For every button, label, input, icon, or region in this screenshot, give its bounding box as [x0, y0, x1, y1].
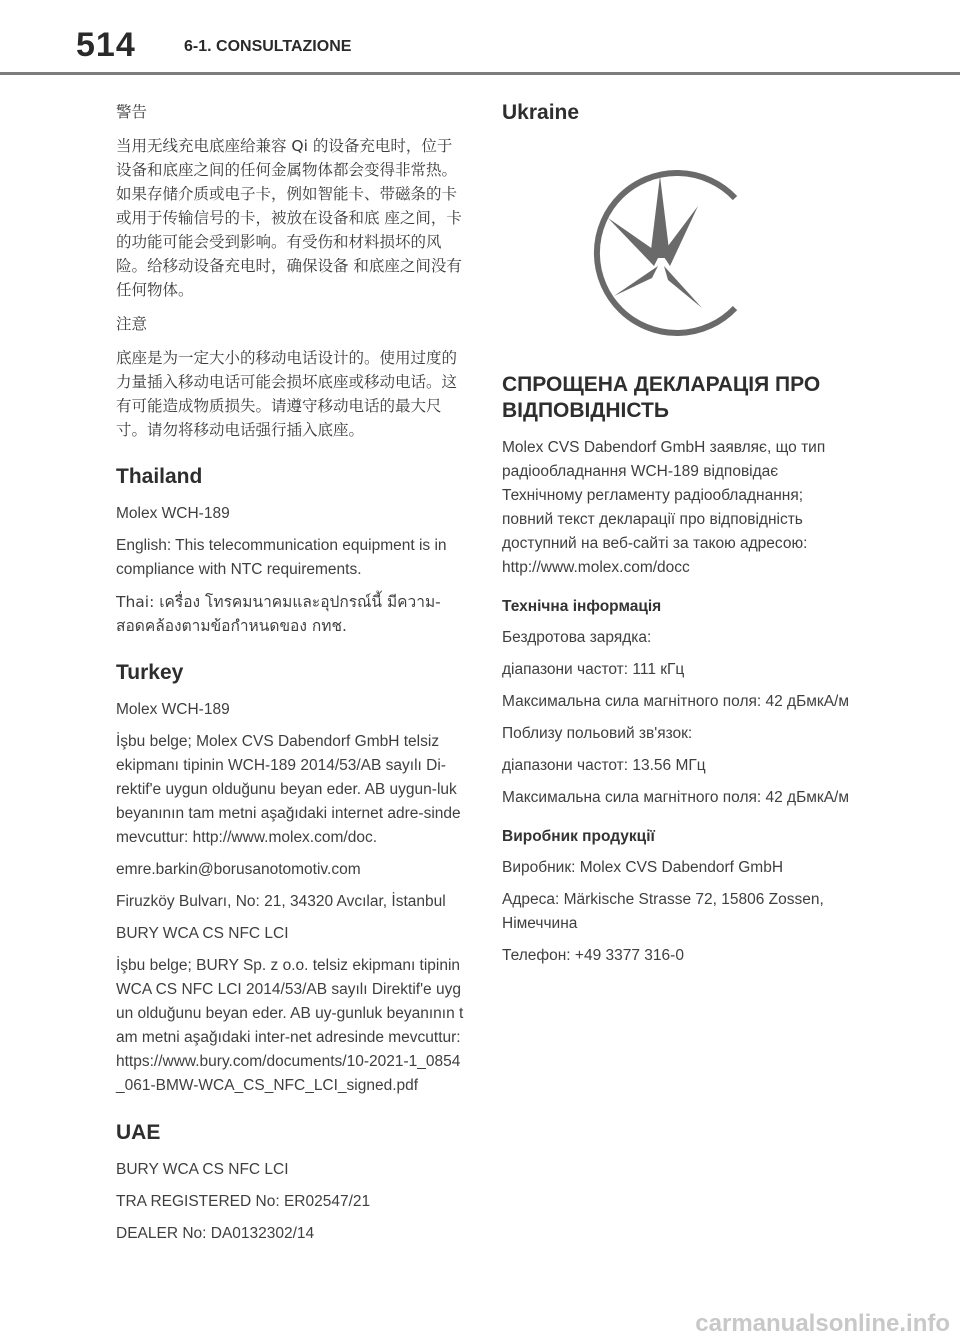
tech-info-line: Поблизу польовий зв'язок:: [502, 725, 693, 742]
turkey-address: Firuzköy Bulvarı, No: 21, 34320 Avcılar, İstanbul: [116, 893, 446, 910]
site-watermark: carmanualsonline.info: [695, 1310, 950, 1337]
note-label: 注意: [116, 315, 148, 333]
warning-label: 警告: [116, 103, 148, 121]
thailand-thai: Thai: เครื่อง โทรคมนาคมและอุปกรณ์นี้ มีความ-สอดคล้องตามข้อกำหนดของ กทช.: [116, 593, 441, 635]
turkey-heading: Turkey: [116, 661, 184, 684]
header-divider: [0, 72, 960, 75]
tech-info-line: Максимальна сила магнітного поля: 42 дБмкА/м: [502, 693, 850, 710]
right-column: [502, 100, 852, 138]
section-title: 6-1. CONSULTAZIONE: [184, 38, 352, 55]
uae-tra: TRA REGISTERED No: ER02547/21: [116, 1193, 371, 1210]
thailand-model: Molex WCH-189: [116, 505, 230, 522]
page-header: [0, 0, 960, 72]
declaration-heading: СПРОЩЕНА ДЕКЛАРАЦІЯ ПРО ВІДПОВІДНІСТЬ: [502, 373, 821, 422]
page-number: 514: [76, 26, 136, 64]
thailand-english: English: This telecommunication equipment is in compliance with NTC requirements.: [116, 537, 447, 578]
turkey-product: BURY WCA CS NFC LCI: [116, 925, 289, 942]
note-text: 底座是为一定大小的移动电话设计的。使用过度的力量插入移动电话可能会损坏底座或移动电话。这有可能造成物质损失。请遵守移动电话的最大尺寸。请勿将移动电话强行插入底座。: [116, 349, 458, 439]
ukraine-section: [502, 372, 852, 976]
declaration-text: Molex CVS Dabendorf GmbH заявляє, що тип радіообладнання WCH-189 відповідає Технічному регламенту радіообладнання; повний текст декларації про відповідність доступний на веб-сайті за такою адресою: http://www.molex.com/docc: [502, 439, 826, 576]
thailand-heading: Thailand: [116, 465, 203, 488]
uae-dealer: DEALER No: DA0132302/14: [116, 1225, 315, 1242]
uae-heading: UAE: [116, 1121, 161, 1144]
manufacturer-line: Виробник: Molex CVS Dabendorf GmbH: [502, 859, 784, 876]
manufacturer-heading: Виробник продукції: [502, 828, 655, 845]
turkey-email: emre.barkin@borusanotomotiv.com: [116, 861, 361, 878]
ukraine-heading: Ukraine: [502, 101, 580, 124]
manufacturer-line: Адреса: Märkische Strasse 72, 15806 Zossen, Німеччина: [502, 891, 824, 932]
ukrsepro-mark-icon: [578, 158, 748, 348]
turkey-model: Molex WCH-189: [116, 701, 230, 718]
turkey-declaration-molex: İşbu belge; Molex CVS Dabendorf GmbH telsiz ekipmanı tipinin WCH-189 2014/53/AB sayılı Di-rektif'e uygun olduğunu beyan eder. AB uygun-luk beyanının tam metni aşağıdaki internet adre-sinde mevcuttur: http://www.molex.com/doc.: [116, 733, 461, 846]
warning-text: 当用无线充电底座给兼容 Qi 的设备充电时，位于设备和底座之间的任何金属物体都会变得非常热。如果存储介质或电子卡，例如智能卡、带磁条的卡或用于传输信号的卡，被放在设备和底 座之间，卡的功能可能会受到影响。有受伤和材料损坏的风险。给移动设备充电时，确保设备 和底座之间没有任何物体。: [116, 137, 462, 299]
uae-product: BURY WCA CS NFC LCI: [116, 1161, 289, 1178]
tech-info-heading: Технічна інформація: [502, 598, 662, 615]
turkey-declaration-bury: İşbu belge; BURY Sp. z o.o. telsiz ekipmanı tipinin WCA CS NFC LCI 2014/53/AB sayılı Direktif'e uygun olduğunu beyan eder. AB uy-gunluk beyanının tam metni aşağıdaki inter-net adresinde mevcuttur: https://www.bury.com/documents/10-2021-1_0854_061-BMW-WCA_CS_NFC_LCI_signed.pdf: [116, 957, 464, 1094]
tech-info-line: Бездротова зарядка:: [502, 629, 652, 646]
manufacturer-line: Телефон: +49 3377 316-0: [502, 947, 684, 964]
tech-info-line: діапазони частот: 13.56 МГц: [502, 757, 706, 774]
tech-info-line: діапазони частот: 111 кГц: [502, 661, 685, 678]
tech-info-line: Максимальна сила магнітного поля: 42 дБмкА/м: [502, 789, 850, 806]
left-column: [116, 100, 466, 1254]
